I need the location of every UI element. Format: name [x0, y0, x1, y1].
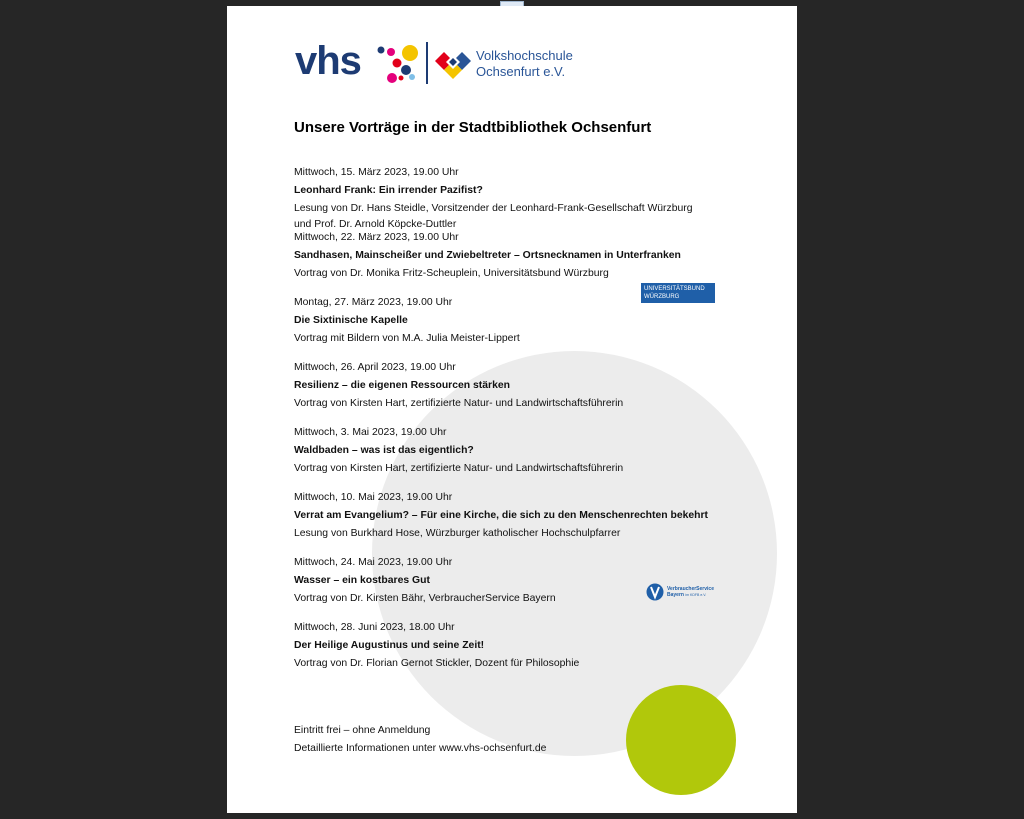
ochsenfurt-emblem-icon: [435, 50, 471, 80]
uni-badge-line1: UNIVERSITÄTSBUND: [644, 286, 705, 292]
universitaetsbund-logo: [641, 283, 715, 303]
event-date: Mittwoch, 22. März 2023, 19.00 Uhr: [294, 232, 459, 243]
event-date: Mittwoch, 26. April 2023, 19.00 Uhr: [294, 362, 456, 373]
verbraucherservice-icon: [646, 583, 664, 601]
vs-line1: VerbraucherService: [667, 585, 714, 592]
verbraucherservice-text: [667, 586, 714, 598]
vhs-wordmark: vhs: [295, 39, 361, 83]
footer: [294, 722, 546, 758]
event-list: [294, 165, 734, 685]
event-date: Mittwoch, 3. Mai 2023, 19.00 Uhr: [294, 427, 447, 438]
event-item: [294, 295, 734, 360]
page-title: Unsere Vorträge in der Stadtbibliothek Ochsenfurt: [294, 119, 652, 136]
event-date: Mittwoch, 28. Juni 2023, 18.00 Uhr: [294, 622, 455, 633]
event-title: Sandhasen, Mainscheißer und Zwiebeltreter – Ortsnecknamen in Unterfranken: [294, 250, 681, 261]
event-description: Vortrag von Dr. Florian Gernot Stickler, Dozent für Philosophie: [294, 658, 580, 669]
event-date: Montag, 27. März 2023, 19.00 Uhr: [294, 297, 453, 308]
event-description: Vortrag mit Bildern von M.A. Julia Meister-Lippert: [294, 333, 520, 344]
vhs-logo: [295, 38, 595, 88]
vhs-dots-icon: [367, 42, 419, 86]
event-title: Resilienz – die eigenen Ressourcen stärken: [294, 380, 510, 391]
event-title: Waldbaden – was ist das eigentlich?: [294, 445, 474, 456]
event-title: Der Heilige Augustinus und seine Zeit!: [294, 640, 485, 651]
event-item: [294, 620, 734, 685]
uni-badge-line2: WÜRZBURG: [644, 294, 680, 300]
event-item: [294, 360, 734, 425]
event-title: Die Sixtinische Kapelle: [294, 315, 408, 326]
event-title: Wasser – ein kostbares Gut: [294, 575, 430, 586]
event-item: [294, 165, 734, 230]
vs-line2: Bayern: [667, 591, 684, 598]
vs-line2-small: im KDFB e.V.: [685, 592, 707, 597]
event-item: [294, 425, 734, 490]
logo-name-line1: Volkshochschule: [476, 48, 573, 63]
footer-line2: Detaillierte Informationen unter www.vhs-ochsenfurt.de: [294, 743, 547, 754]
event-item: [294, 490, 734, 555]
event-date: Mittwoch, 24. Mai 2023, 19.00 Uhr: [294, 557, 453, 568]
event-description: Vortrag von Kirsten Hart, zertifizierte Natur- und Landwirtschaftsführerin: [294, 463, 624, 474]
event-description: Vortrag von Kirsten Hart, zertifizierte Natur- und Landwirtschaftsführerin: [294, 398, 624, 409]
event-description: Vortrag von Dr. Monika Fritz-Scheuplein, Universitätsbund Würzburg: [294, 268, 609, 279]
logo-name-line2: Ochsenfurt e.V.: [476, 64, 566, 79]
event-description-cont: und Prof. Dr. Arnold Köpcke-Duttler: [294, 219, 457, 230]
event-title: Verrat am Evangelium? – Für eine Kirche, die sich zu den Menschenrechten bekehrt: [294, 510, 709, 521]
event-description: Vortrag von Dr. Kirsten Bähr, VerbraucherService Bayern: [294, 593, 556, 604]
event-description: Lesung von Dr. Hans Steidle, Vorsitzender der Leonhard-Frank-Gesellschaft Würzburg: [294, 203, 693, 214]
decorative-green-circle: [626, 685, 736, 795]
document-page: [227, 6, 797, 813]
event-date: Mittwoch, 10. Mai 2023, 19.00 Uhr: [294, 492, 453, 503]
event-date: Mittwoch, 15. März 2023, 19.00 Uhr: [294, 167, 459, 178]
logo-divider: [426, 42, 428, 84]
verbraucherservice-logo: [646, 581, 728, 602]
event-title: Leonhard Frank: Ein irrender Pazifist?: [294, 185, 483, 196]
logo-name: [476, 48, 573, 80]
event-description: Lesung von Burkhard Hose, Würzburger katholischer Hochschulpfarrer: [294, 528, 621, 539]
footer-line1: Eintritt frei – ohne Anmeldung: [294, 725, 431, 736]
